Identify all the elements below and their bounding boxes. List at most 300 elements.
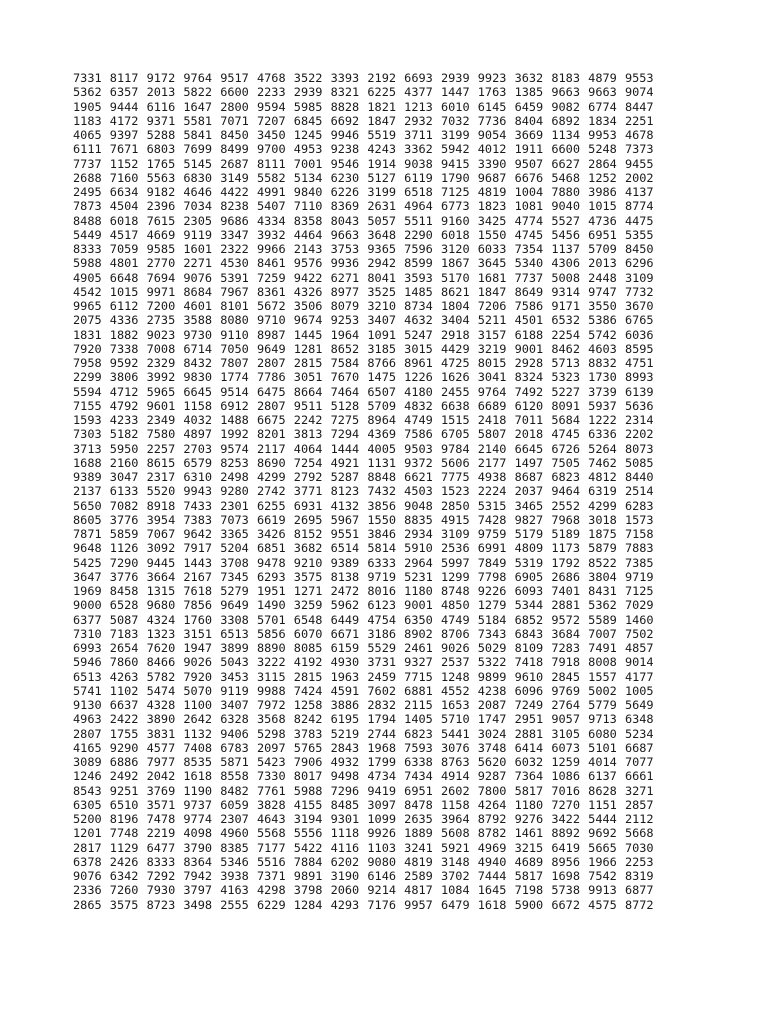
table-cell: 6146: [367, 869, 397, 883]
table-cell: 6475: [256, 384, 286, 399]
table-cell: 7303: [73, 427, 102, 442]
table-cell: 7330: [256, 769, 286, 784]
table-cell: 2087: [477, 698, 507, 712]
table-cell: 3362: [404, 142, 433, 157]
table-cell: 4725: [440, 356, 470, 370]
table-cell: 1969: [73, 584, 102, 598]
table-cell: 2514: [624, 484, 654, 499]
table-cell: 6705: [440, 427, 470, 442]
table-cell: 4712: [109, 384, 139, 399]
table-cell: 9276: [514, 812, 544, 826]
table-cell: 6774: [588, 99, 617, 114]
table-cell: 8440: [624, 470, 654, 484]
table-cell: 9769: [551, 683, 580, 698]
table-cell: 1653: [440, 698, 470, 712]
table-cell: 5227: [551, 384, 580, 399]
table-cell: 6993: [73, 641, 102, 655]
table-cell: 8183: [551, 71, 580, 85]
table-cell: 9076: [73, 869, 102, 883]
table-cell: 3210: [367, 299, 397, 313]
table-cell: 3151: [183, 626, 213, 641]
table-cell: 7670: [330, 370, 360, 385]
table-cell: 2703: [183, 441, 213, 456]
table-cell: 4960: [220, 826, 249, 841]
table-cell: 2817: [73, 840, 102, 855]
table-cell: 9971: [146, 284, 176, 299]
table-cell: 4940: [477, 854, 507, 869]
table-cell: 9371: [146, 113, 176, 128]
table-cell: 9511: [293, 398, 323, 413]
table-cell: 7364: [514, 769, 544, 784]
table-cell: 2864: [588, 156, 617, 171]
table-cell: 9592: [109, 356, 139, 370]
table-cell: 4745: [551, 427, 580, 442]
table-cell: 8450: [220, 128, 249, 142]
table-cell: 9464: [551, 484, 580, 499]
table-cell: 9764: [183, 71, 213, 85]
table-cell: 3185: [367, 341, 397, 356]
table-cell: 9551: [330, 527, 360, 541]
table-cell: 6093: [514, 584, 544, 598]
table-row: [73, 641, 662, 655]
table-cell: 3753: [330, 242, 360, 256]
table-cell: 2939: [293, 85, 323, 100]
table-cell: 7596: [404, 242, 433, 256]
table-cell: 5182: [109, 427, 139, 442]
table-cell: 7206: [477, 299, 507, 313]
table-cell: 7050: [220, 341, 249, 356]
table-cell: 4177: [624, 669, 654, 684]
table-cell: 6116: [146, 99, 176, 114]
table-cell: 5807: [477, 427, 507, 442]
table-cell: 9649: [256, 341, 286, 356]
table-cell: 6018: [440, 227, 470, 242]
table-cell: 4601: [183, 299, 213, 313]
table-cell: 3407: [367, 313, 397, 328]
table-cell: 6059: [220, 797, 249, 812]
table-cell: 7930: [146, 883, 176, 898]
table-cell: 2881: [551, 598, 580, 613]
table-cell: 8008: [588, 655, 617, 670]
table-cell: 7918: [551, 655, 580, 670]
table-cell: 8432: [183, 356, 213, 370]
table-cell: 2117: [256, 441, 286, 456]
table-cell: 8664: [293, 384, 323, 399]
table-cell: 3632: [514, 71, 544, 85]
table-cell: 9946: [330, 128, 360, 142]
table-cell: 7082: [109, 498, 139, 513]
table-cell: 2075: [73, 313, 102, 328]
table-cell: 1963: [330, 669, 360, 684]
table-cell: 6333: [367, 555, 397, 570]
table-cell: 5085: [624, 455, 654, 470]
table-cell: 6661: [624, 769, 654, 784]
table-cell: 7462: [588, 455, 617, 470]
table-cell: 1947: [183, 641, 213, 655]
table-cell: 6823: [404, 726, 433, 741]
table-cell: 9572: [551, 612, 580, 627]
table-cell: 3575: [109, 897, 139, 912]
table-cell: 1084: [440, 883, 470, 898]
table-cell: 3097: [367, 797, 397, 812]
table-cell: 9074: [624, 85, 654, 100]
table-cell: 6518: [404, 185, 433, 199]
table-cell: 1258: [293, 698, 323, 712]
table-cell: 7401: [551, 584, 580, 598]
table-cell: 3886: [330, 698, 360, 712]
table-cell: 3404: [440, 313, 470, 328]
table-cell: 2251: [624, 113, 654, 128]
table-cell: 1550: [367, 512, 397, 527]
table-cell: 1015: [109, 284, 139, 299]
table-cell: 2942: [367, 256, 397, 271]
table-cell: 6119: [404, 170, 433, 185]
table-cell: 4897: [183, 427, 213, 442]
table-cell: 7584: [330, 356, 360, 370]
table-cell: 2426: [109, 854, 139, 869]
table-cell: 1132: [183, 726, 213, 741]
table-cell: 7059: [109, 242, 139, 256]
table-cell: 1799: [367, 755, 397, 769]
table-cell: 5279: [220, 584, 249, 598]
table-cell: 5594: [73, 384, 102, 399]
table-cell: 2654: [109, 641, 139, 655]
table-cell: 3465: [514, 498, 544, 513]
table-cell: 5649: [624, 698, 654, 712]
table-cell: 6514: [330, 541, 360, 556]
table-cell: 9498: [330, 769, 360, 784]
table-cell: 2305: [183, 213, 213, 228]
table-cell: 5965: [146, 384, 176, 399]
table-row: [73, 812, 662, 826]
table-cell: 1405: [404, 712, 433, 727]
table-cell: 3015: [404, 341, 433, 356]
table-cell: 2002: [624, 170, 654, 185]
table-cell: 4163: [220, 883, 249, 898]
table-cell: 9119: [183, 227, 213, 242]
table-cell: 3259: [293, 598, 323, 613]
table-cell: 8091: [551, 398, 580, 413]
table-cell: 7294: [330, 427, 360, 442]
table-cell: 7920: [73, 341, 102, 356]
table-row: [73, 513, 662, 527]
table-cell: 2764: [551, 698, 580, 712]
table-cell: 9130: [73, 698, 102, 712]
table-cell: 4264: [477, 797, 507, 812]
table-cell: 4879: [588, 71, 617, 85]
table-cell: 3105: [551, 726, 580, 741]
table-cell: 5449: [73, 227, 102, 242]
table-cell: 6991: [477, 541, 507, 556]
table-cell: 1099: [367, 812, 397, 826]
table-cell: 2537: [440, 655, 470, 670]
table-cell: 8447: [624, 99, 654, 114]
table-cell: 6692: [330, 113, 360, 128]
table-cell: 6886: [109, 755, 139, 769]
table-cell: 6419: [551, 840, 580, 855]
table-cell: 5879: [588, 541, 617, 556]
table-cell: 9290: [109, 740, 139, 755]
table-cell: 7444: [477, 869, 507, 883]
table-cell: 9226: [477, 584, 507, 598]
table-cell: 5134: [293, 170, 323, 185]
table-cell: 3776: [109, 512, 139, 527]
table-cell: 6414: [514, 740, 544, 755]
table-cell: 5474: [146, 683, 176, 698]
table-cell: 2140: [477, 441, 507, 456]
table-cell: 1867: [440, 256, 470, 271]
table-cell: 3089: [73, 755, 102, 769]
table-cell: 3648: [367, 227, 397, 242]
table-cell: 2589: [404, 869, 433, 883]
table-cell: 4774: [514, 213, 544, 228]
table-cell: 3407: [220, 698, 249, 712]
table-cell: 8462: [551, 341, 580, 356]
table-cell: 9287: [477, 769, 507, 784]
table-cell: 6310: [183, 470, 213, 484]
table-cell: 1790: [440, 170, 470, 185]
table-cell: 5248: [588, 142, 617, 157]
table-cell: 1681: [477, 270, 507, 285]
table-cell: 5211: [477, 313, 507, 328]
table-cell: 4646: [183, 185, 213, 199]
table-cell: 5520: [146, 484, 176, 499]
table-cell: 8080: [220, 313, 249, 328]
table-cell: 7110: [293, 199, 323, 214]
table-cell: 4801: [109, 256, 139, 271]
table-cell: 9445: [146, 555, 176, 570]
table-cell: 2635: [404, 812, 433, 826]
table-cell: 1222: [588, 413, 617, 427]
table-cell: 3308: [220, 612, 249, 627]
table-cell: 5822: [183, 85, 213, 100]
table-cell: 1914: [367, 156, 397, 171]
table-cell: 7418: [514, 655, 544, 670]
table-cell: 9891: [293, 869, 323, 883]
table-cell: 3798: [293, 883, 323, 898]
table-cell: 1271: [293, 584, 323, 598]
table-cell: 1134: [551, 128, 580, 142]
table-cell: 4734: [367, 769, 397, 784]
table-cell: 2448: [588, 270, 617, 285]
table-cell: 7671: [109, 142, 139, 157]
table-cell: 6477: [146, 840, 176, 855]
table-cell: 9719: [624, 569, 654, 584]
table-cell: 3241: [404, 840, 433, 855]
table-row: [73, 342, 662, 356]
table-cell: 7968: [551, 512, 580, 527]
table-cell: 9899: [477, 669, 507, 684]
table-cell: 3899: [220, 641, 249, 655]
table-cell: 2498: [220, 470, 249, 484]
table-row: [73, 199, 662, 213]
table-cell: 7125: [624, 584, 654, 598]
table-cell: 7967: [220, 284, 249, 299]
table-cell: 7775: [440, 470, 470, 484]
table-cell: 5288: [146, 128, 176, 142]
table-cell: 7259: [256, 270, 286, 285]
table-cell: 2013: [146, 85, 176, 100]
table-cell: 6638: [440, 398, 470, 413]
table-cell: 2695: [293, 512, 323, 527]
table-cell: 6036: [624, 327, 654, 342]
table-cell: 8109: [514, 641, 544, 655]
table-cell: 4032: [183, 413, 213, 427]
table-cell: 6070: [293, 626, 323, 641]
table-cell: 8628: [588, 783, 617, 798]
table-cell: 1966: [588, 854, 617, 869]
table-cell: 6449: [330, 612, 360, 627]
table-cell: 1315: [146, 584, 176, 598]
table-cell: 7786: [256, 370, 286, 385]
table-cell: 4298: [256, 883, 286, 898]
table-row: [73, 570, 662, 584]
table-cell: 8324: [514, 370, 544, 385]
table-cell: 3932: [256, 227, 286, 242]
table-cell: 8369: [330, 199, 360, 214]
table-cell: 2832: [367, 698, 397, 712]
table-cell: 5582: [256, 170, 286, 185]
table-cell: 4155: [293, 797, 323, 812]
table-cell: 1601: [183, 242, 213, 256]
table-cell: 1730: [588, 370, 617, 385]
table-cell: 6513: [73, 669, 102, 684]
table-cell: 4792: [109, 398, 139, 413]
table-cell: 8690: [256, 455, 286, 470]
table-cell: 3453: [220, 669, 249, 684]
table-cell: 6627: [551, 156, 580, 171]
table-cell: 5422: [293, 840, 323, 855]
table-cell: 3365: [220, 527, 249, 541]
table-row: [73, 670, 662, 684]
table-cell: 3813: [293, 427, 323, 442]
table-cell: 6111: [73, 142, 102, 157]
table-cell: 6773: [440, 199, 470, 214]
table-cell: 9594: [256, 99, 286, 114]
table-cell: 2301: [220, 498, 249, 513]
table-cell: 2254: [551, 327, 580, 342]
table-cell: 5386: [588, 313, 617, 328]
table-cell: 2115: [404, 698, 433, 712]
table-row: [73, 413, 662, 427]
table-cell: 3120: [440, 242, 470, 256]
table-cell: 1015: [588, 199, 617, 214]
table-cell: 1461: [514, 826, 544, 841]
table-cell: 7917: [183, 541, 213, 556]
table-cell: 5701: [256, 612, 286, 627]
table-cell: 4377: [404, 85, 433, 100]
table-cell: 9000: [73, 598, 102, 613]
table-cell: 6195: [330, 712, 360, 727]
table-cell: 2688: [73, 170, 102, 185]
table-cell: 7800: [477, 783, 507, 798]
table-cell: 2160: [109, 455, 139, 470]
table-cell: 7736: [477, 113, 507, 128]
table-cell: 3109: [624, 270, 654, 285]
table-cell: 9957: [404, 897, 433, 912]
table-cell: 4669: [146, 227, 176, 242]
table-cell: 5362: [588, 598, 617, 613]
table-cell: 9406: [220, 726, 249, 741]
table-cell: 7502: [624, 626, 654, 641]
table-cell: 9389: [330, 555, 360, 570]
table-cell: 6905: [514, 569, 544, 584]
table-cell: 7860: [109, 655, 139, 670]
table-cell: 7249: [514, 698, 544, 712]
table-cell: 1201: [73, 826, 102, 841]
table-cell: 1774: [220, 370, 249, 385]
table-cell: 8385: [220, 840, 249, 855]
table-cell: 5709: [367, 398, 397, 413]
table-cell: 1173: [551, 541, 580, 556]
table-cell: 8835: [404, 512, 433, 527]
table-row: [73, 470, 662, 484]
table-row: [73, 442, 662, 456]
table-cell: 7977: [146, 755, 176, 769]
table-cell: 7207: [256, 113, 286, 128]
table-cell: 5029: [477, 641, 507, 655]
table-cell: 5742: [588, 327, 617, 342]
table-cell: 3498: [183, 897, 213, 912]
table-cell: 7798: [477, 569, 507, 584]
table-cell: 5322: [477, 655, 507, 670]
table-cell: 1252: [588, 170, 617, 185]
table-cell: 2918: [440, 327, 470, 342]
table-cell: 9730: [183, 327, 213, 342]
table-row: [73, 584, 662, 598]
table-cell: 7620: [146, 641, 176, 655]
table-cell: 2742: [256, 484, 286, 499]
table-cell: 4517: [109, 227, 139, 242]
table-row: [73, 256, 662, 270]
table-cell: 8478: [404, 797, 433, 812]
table-cell: 6881: [404, 683, 433, 698]
table-cell: 9160: [440, 213, 470, 228]
table-cell: 6671: [330, 626, 360, 641]
table-cell: 4116: [330, 840, 360, 855]
table-cell: 9251: [109, 783, 139, 798]
table-cell: 9923: [477, 71, 507, 85]
table-cell: 2037: [514, 484, 544, 499]
table-cell: 7906: [293, 755, 323, 769]
table-cell: 9610: [514, 669, 544, 684]
table-cell: 1875: [588, 527, 617, 541]
table-cell: 6229: [256, 897, 286, 912]
table-cell: 9415: [440, 156, 470, 171]
table-cell: 4809: [514, 541, 544, 556]
table-cell: 2224: [477, 484, 507, 499]
table-cell: 1573: [624, 512, 654, 527]
table-cell: 8987: [256, 327, 286, 342]
table-cell: 6159: [330, 641, 360, 655]
table-cell: 9076: [183, 270, 213, 285]
table-cell: 1823: [477, 199, 507, 214]
table-row: [73, 313, 662, 327]
table-cell: 3186: [367, 626, 397, 641]
table-cell: 8123: [330, 484, 360, 499]
table-cell: 3804: [588, 569, 617, 584]
table-cell: 4238: [477, 683, 507, 698]
table-cell: 6676: [514, 170, 544, 185]
table-cell: 2349: [146, 413, 176, 427]
table-cell: 9301: [330, 812, 360, 826]
table-cell: 3571: [146, 797, 176, 812]
table-cell: 1515: [440, 413, 470, 427]
table-cell: 9965: [73, 299, 102, 313]
table-cell: 6073: [551, 740, 580, 755]
table-cell: 7290: [109, 555, 139, 570]
table-cell: 3748: [477, 740, 507, 755]
